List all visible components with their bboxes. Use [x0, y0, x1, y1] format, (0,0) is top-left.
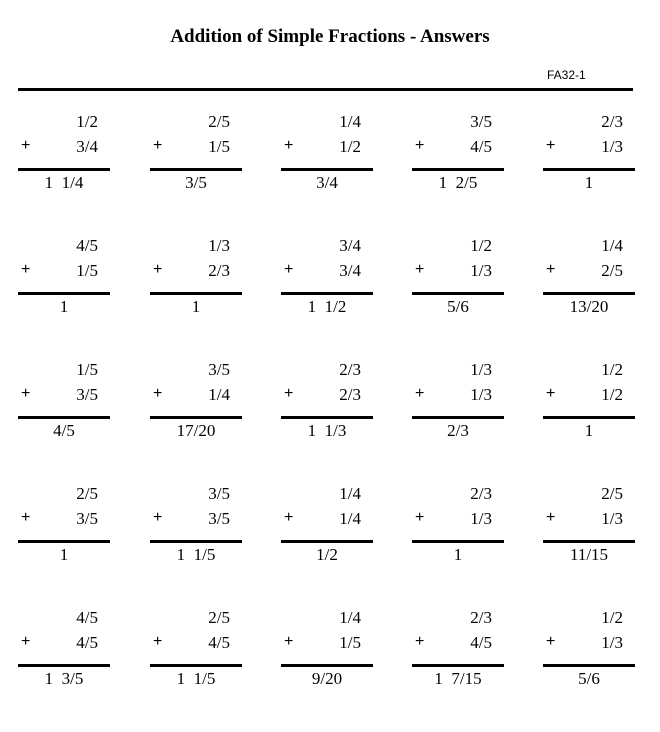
- addend-1: 2/3: [470, 484, 492, 503]
- problem: [412, 236, 504, 328]
- addend-2: 3/5: [76, 509, 98, 528]
- addend-2: 3/4: [339, 261, 361, 280]
- problems-grid: [18, 112, 633, 732]
- problem: [150, 112, 242, 204]
- plus-sign: +: [546, 633, 556, 650]
- answer: 1 1/5: [176, 545, 216, 564]
- sum-line: [18, 292, 110, 295]
- problem: [281, 360, 373, 452]
- plus-sign: +: [284, 509, 294, 526]
- addend-1: 2/5: [601, 484, 623, 503]
- answer: 4/5: [53, 421, 75, 440]
- answer: 1 1/3: [307, 421, 347, 440]
- problem: [150, 484, 242, 576]
- problem: [281, 608, 373, 700]
- sum-line: [281, 292, 373, 295]
- problem: [412, 608, 504, 700]
- plus-sign: +: [153, 509, 163, 526]
- addend-2: 4/5: [76, 633, 98, 652]
- header-rule: [18, 88, 633, 91]
- addend-1: 1/3: [470, 360, 492, 379]
- plus-sign: +: [546, 509, 556, 526]
- sum-line: [18, 416, 110, 419]
- answer: 1: [453, 545, 463, 564]
- problem-row: [18, 360, 633, 484]
- plus-sign: +: [415, 385, 425, 402]
- answer: 5/6: [578, 669, 600, 688]
- sum-line: [150, 664, 242, 667]
- addend-1: 1/2: [601, 608, 623, 627]
- addend-1: 2/5: [208, 112, 230, 131]
- addend-1: 4/5: [76, 608, 98, 627]
- problem: [412, 112, 504, 204]
- addend-2: 4/5: [208, 633, 230, 652]
- plus-sign: +: [21, 633, 31, 650]
- sum-line: [150, 540, 242, 543]
- plus-sign: +: [415, 509, 425, 526]
- answer: 1 1/2: [307, 297, 347, 316]
- answer: 5/6: [447, 297, 469, 316]
- answer: 1: [59, 297, 69, 316]
- addend-2: 1/2: [601, 385, 623, 404]
- worksheet-code: FA32-1: [547, 68, 586, 82]
- plus-sign: +: [153, 633, 163, 650]
- problem-row: [18, 484, 633, 608]
- addend-1: 1/4: [339, 484, 361, 503]
- answer: 11/15: [569, 545, 609, 564]
- addend-1: 2/3: [339, 360, 361, 379]
- problem: [412, 484, 504, 576]
- addend-1: 1/3: [208, 236, 230, 255]
- sum-line: [412, 540, 504, 543]
- sum-line: [150, 292, 242, 295]
- problem: [18, 236, 110, 328]
- addend-1: 1/5: [76, 360, 98, 379]
- problem: [18, 112, 110, 204]
- addend-1: 2/3: [470, 608, 492, 627]
- problem: [18, 608, 110, 700]
- plus-sign: +: [153, 385, 163, 402]
- sum-line: [18, 168, 110, 171]
- addend-2: 1/4: [339, 509, 361, 528]
- addend-2: 1/4: [208, 385, 230, 404]
- problem: [281, 236, 373, 328]
- problem: [281, 112, 373, 204]
- sum-line: [281, 664, 373, 667]
- addend-2: 1/3: [470, 261, 492, 280]
- sum-line: [281, 540, 373, 543]
- answer: 1 7/15: [434, 669, 482, 688]
- addend-1: 1/2: [601, 360, 623, 379]
- addend-2: 4/5: [470, 137, 492, 156]
- addend-1: 2/5: [76, 484, 98, 503]
- plus-sign: +: [21, 509, 31, 526]
- addend-2: 1/5: [76, 261, 98, 280]
- addend-2: 2/3: [339, 385, 361, 404]
- addend-1: 1/2: [76, 112, 98, 131]
- plus-sign: +: [21, 261, 31, 278]
- problem: [18, 484, 110, 576]
- problem: [543, 608, 635, 700]
- addend-1: 1/2: [470, 236, 492, 255]
- sum-line: [412, 664, 504, 667]
- answer: 1 2/5: [438, 173, 478, 192]
- sum-line: [412, 416, 504, 419]
- sum-line: [543, 540, 635, 543]
- plus-sign: +: [415, 633, 425, 650]
- addend-2: 1/5: [339, 633, 361, 652]
- plus-sign: +: [21, 385, 31, 402]
- problem: [543, 484, 635, 576]
- answer: 1 1/5: [176, 669, 216, 688]
- addend-1: 3/5: [208, 360, 230, 379]
- addend-1: 3/5: [470, 112, 492, 131]
- answer: 3/5: [185, 173, 207, 192]
- sum-line: [543, 664, 635, 667]
- addend-2: 1/3: [470, 385, 492, 404]
- answer: 2/3: [447, 421, 469, 440]
- plus-sign: +: [415, 137, 425, 154]
- addend-2: 1/2: [339, 137, 361, 156]
- answer: 1 1/4: [44, 173, 84, 192]
- sum-line: [543, 292, 635, 295]
- addend-2: 4/5: [470, 633, 492, 652]
- answer: 13/20: [569, 297, 609, 316]
- page-title: Addition of Simple Fractions - Answers: [170, 26, 490, 47]
- plus-sign: +: [284, 633, 294, 650]
- sum-line: [412, 168, 504, 171]
- addend-2: 2/5: [601, 261, 623, 280]
- plus-sign: +: [21, 137, 31, 154]
- problem: [18, 360, 110, 452]
- sum-line: [18, 540, 110, 543]
- addend-2: 2/3: [208, 261, 230, 280]
- plus-sign: +: [546, 261, 556, 278]
- answer: 1: [584, 421, 594, 440]
- sum-line: [281, 168, 373, 171]
- plus-sign: +: [284, 261, 294, 278]
- sum-line: [412, 292, 504, 295]
- addend-2: 1/5: [208, 137, 230, 156]
- addend-2: 1/3: [470, 509, 492, 528]
- plus-sign: +: [153, 137, 163, 154]
- addend-2: 1/3: [601, 633, 623, 652]
- problem: [543, 236, 635, 328]
- answer: 3/4: [316, 173, 338, 192]
- problem-row: [18, 236, 633, 360]
- addend-2: 3/5: [208, 509, 230, 528]
- addend-2: 1/3: [601, 509, 623, 528]
- addend-1: 1/4: [339, 112, 361, 131]
- sum-line: [150, 168, 242, 171]
- addend-2: 3/5: [76, 385, 98, 404]
- addend-1: 1/4: [601, 236, 623, 255]
- problem: [543, 360, 635, 452]
- addend-2: 1/3: [601, 137, 623, 156]
- plus-sign: +: [284, 385, 294, 402]
- problem: [281, 484, 373, 576]
- plus-sign: +: [546, 385, 556, 402]
- sum-line: [150, 416, 242, 419]
- answer: 1: [191, 297, 201, 316]
- answer: 1 3/5: [44, 669, 84, 688]
- plus-sign: +: [284, 137, 294, 154]
- problem: [150, 360, 242, 452]
- problem-row: [18, 112, 633, 236]
- answer: 1/2: [316, 545, 338, 564]
- answer: 1: [584, 173, 594, 192]
- answer: 17/20: [176, 421, 216, 440]
- sum-line: [281, 416, 373, 419]
- answer: 9/20: [311, 669, 343, 688]
- addend-1: 1/4: [339, 608, 361, 627]
- answer: 1: [59, 545, 69, 564]
- problem-row: [18, 608, 633, 732]
- plus-sign: +: [546, 137, 556, 154]
- addend-1: 3/4: [339, 236, 361, 255]
- addend-1: 3/5: [208, 484, 230, 503]
- addend-2: 3/4: [76, 137, 98, 156]
- sum-line: [543, 416, 635, 419]
- plus-sign: +: [153, 261, 163, 278]
- problem: [543, 112, 635, 204]
- problem: [412, 360, 504, 452]
- addend-1: 2/5: [208, 608, 230, 627]
- problem: [150, 608, 242, 700]
- problem: [150, 236, 242, 328]
- addend-1: 2/3: [601, 112, 623, 131]
- sum-line: [543, 168, 635, 171]
- sum-line: [18, 664, 110, 667]
- plus-sign: +: [415, 261, 425, 278]
- addend-1: 4/5: [76, 236, 98, 255]
